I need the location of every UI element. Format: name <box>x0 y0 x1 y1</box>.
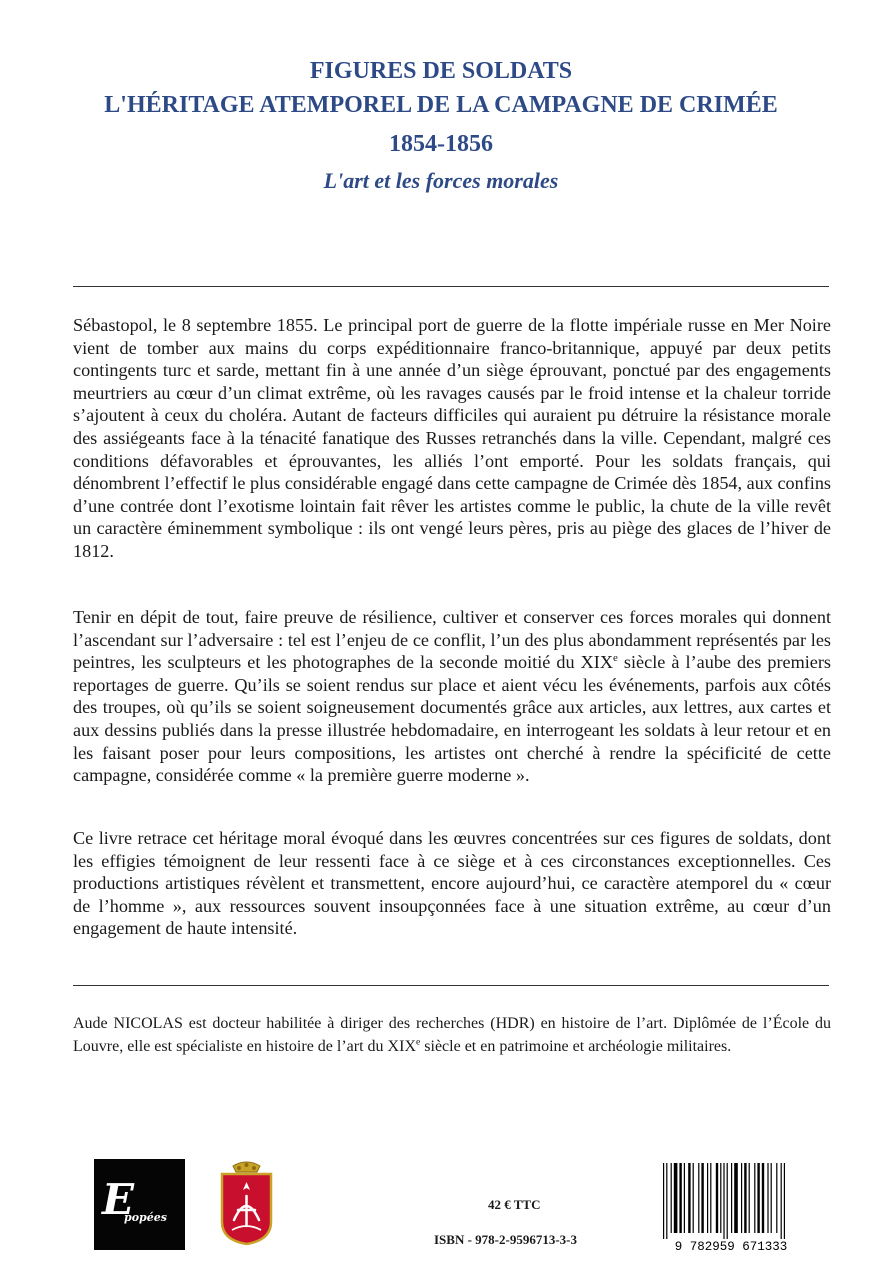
barcode-bar <box>734 1163 738 1233</box>
title-line-1: FIGURES DE SOLDATS <box>309 58 573 84</box>
century-superscript: e <box>613 652 618 665</box>
barcode-bar <box>671 1163 672 1233</box>
subtitle: L'art et les forces morales <box>323 168 559 193</box>
author-bio-text-a: Aude NICOLAS est docteur habilitée à diriger des recherches (HDR) en histoire de l’art. Diplômée de l’École du Louvre, elle est spécialiste en histoire de l’art du XIX <box>73 1015 831 1055</box>
price-label: 42 € TTC <box>488 1197 541 1212</box>
barcode-bar <box>731 1163 732 1233</box>
author-bio <box>73 1012 831 1058</box>
summary-paragraph-1: Sébastopol, le 8 septembre 1855. Le principal port de guerre de la flotte impériale russe en Mer Noire vient de tomber aux mains du corps expéditionnaire franco-britannique, appuyé par deux petits contingents turc et sarde, mettant fin à une année d’un siège éprouvant, ponctué par des engagements meurtriers au cœur d’un climat extrême, où les ravages causés par le froid intense et la chaleur torride s’ajoutent à ceux du choléra. Autant de facteurs difficiles qui auraient pu détruire la résistance morale des assiégeants face à la ténacité fanatique des Russes retranchés dans la ville. Cependant, malgré ces conditions défavorables et éprouvantes, les alliés l’ont emporté. Pour les soldats français, qui dénombrent l’effectif le plus considérable engagé dans cette campagne de Crimée dès 1854, aux confins d’une contrée dont l’exotisme lointain fait rêver les artistes comme le public, la chute de la ville revêt un caractère éminemment symbolique : ils ont vengé leurs pères, pris au piège des glaces de l’hiver de 1812. <box>73 315 831 561</box>
barcode-bar <box>741 1163 742 1233</box>
barcode-bar <box>749 1163 750 1233</box>
barcode-bar <box>679 1163 681 1233</box>
title-years: 1854-1856 <box>389 131 493 157</box>
barcode-bar <box>776 1163 777 1233</box>
barcode-bar <box>784 1163 785 1239</box>
barcode-bar <box>684 1163 685 1233</box>
barcode-bar <box>771 1163 772 1233</box>
barcode-bar <box>767 1163 768 1233</box>
barcode-bar <box>720 1163 721 1233</box>
title-line-2: L'HÉRITAGE ATEMPOREL DE LA CAMPAGNE DE CRIMÉE <box>104 92 778 118</box>
barcode-bar <box>723 1163 724 1239</box>
barcode-bar <box>674 1163 678 1233</box>
barcode-bar <box>663 1163 664 1239</box>
publisher-logo <box>94 1159 185 1250</box>
shield-emblem-icon <box>219 1160 274 1245</box>
publisher-logo-letter: E <box>102 1175 135 1224</box>
barcode-bar <box>762 1163 764 1233</box>
barcode-bar <box>707 1163 708 1233</box>
barcode-bar <box>698 1163 699 1233</box>
barcode-bar <box>716 1163 718 1233</box>
summary-paragraph-2 <box>73 606 831 787</box>
barcode-bar <box>693 1163 694 1233</box>
author-bio-text-b: siècle et en patrimoine et archéologie militaires. <box>420 1038 732 1055</box>
barcode <box>651 1161 811 1253</box>
barcode-bar <box>744 1163 746 1233</box>
divider-top <box>73 286 829 287</box>
barcode-bar <box>754 1163 755 1233</box>
barcode-bar <box>710 1163 711 1233</box>
barcode-bars <box>663 1163 785 1239</box>
barcode-digits: 9 782959 671333 <box>674 1240 788 1253</box>
paragraph-2-text-a: Tenir en dépit de tout, faire preuve de résilience, cultiver et conserver ces forces morales qui donnent l’ascendant sur l’adversaire : tel est l’enjeu de ce conflit, l’un des plus abondamment représentés par les peintres, les sculpteurs et les photographes de la seconde moitié du XIX <box>73 607 831 673</box>
summary-paragraph-3: Ce livre retrace cet héritage moral évoqué dans les œuvres concentrées sur ces figures de soldats, dont les effigies témoignent de leur ressenti face à ce siège et à ces circonstances exceptionnelles. Ces productions artistiques révèlent et transmettent, encore aujourd’hui, ce caractère atemporel du « cœur de l’homme », aux ressources souvent insoupçonnées face à une situation extrême, au cœur d’un engagement de haute intensité. <box>73 828 831 939</box>
barcode-bar <box>701 1163 703 1233</box>
publisher-logo-word: popées <box>124 1211 167 1224</box>
barcode-bar <box>781 1163 782 1239</box>
paragraph-2-text-b: siècle à l’aube des premiers reportages de guerre. Qu’ils se soient rendus sur place et aient vécu les événements, parfois aux côtés des troupes, où qu’ils se soient soigneusement documentés grâce aux articles, aux lettres, aux cartes et aux dessins publiés dans la presse illustrée hebdomadaire, en interrogeant les soldats à leur retour et en les faisant poser pour leurs compositions, les artistes ont cherché à rendre la spécificité de cette campagne, considérée comme « la première guerre moderne ». <box>73 652 831 786</box>
author-century-superscript: e <box>416 1036 421 1048</box>
barcode-bar <box>688 1163 690 1233</box>
isbn-label: ISBN - 978-2-9596713-3-3 <box>434 1232 577 1247</box>
barcode-bar <box>757 1163 759 1233</box>
divider-bottom <box>73 985 829 986</box>
barcode-bar <box>727 1163 728 1239</box>
barcode-bar <box>666 1163 667 1239</box>
